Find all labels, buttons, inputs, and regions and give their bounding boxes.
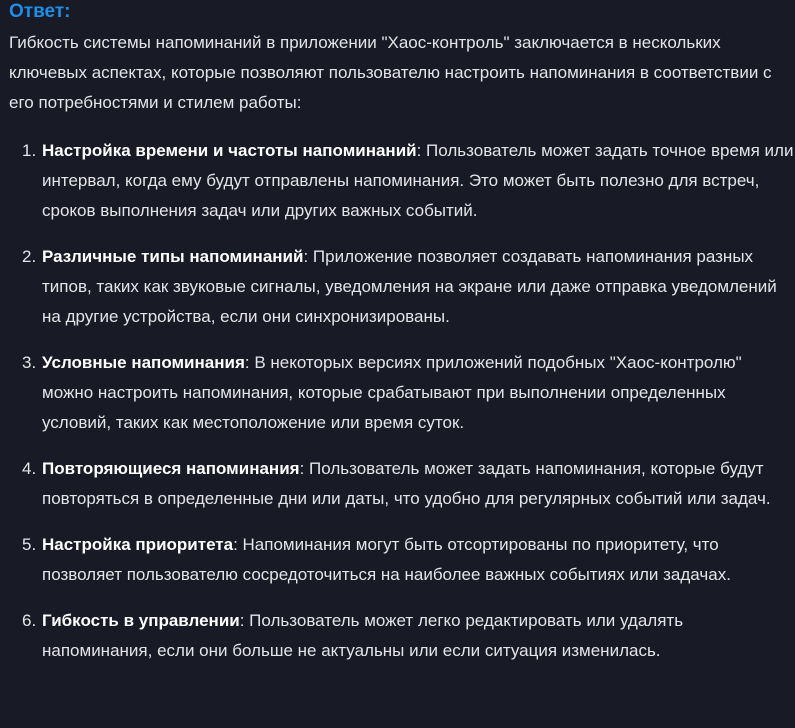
item-number: 2. — [22, 247, 37, 266]
item-text: : Пользователь может задать точное время или интервал, когда ему будут отправлены напоминания. Это может быть полезно для встреч, сроков выполнения задач или других важных событий. — [42, 141, 794, 220]
item-title: Гибкость в управлении — [42, 611, 240, 630]
item-number: 5. — [22, 535, 37, 554]
list-item — [9, 136, 795, 226]
answer-intro: Гибкость системы напоминаний в приложении "Хаос-контроль" заключается в нескольких ключевых аспектах, которые позволяют пользователю настроить напоминания в соответствии с его потребностями и стилем работы: — [9, 33, 772, 112]
item-title: Настройка времени и частоты напоминаний — [42, 141, 417, 160]
item-number: 4. — [22, 459, 37, 478]
item-title: Различные типы напоминаний — [42, 247, 304, 266]
answer-heading: Ответ: — [9, 1, 71, 22]
list-item — [9, 454, 795, 514]
list-item — [9, 530, 795, 590]
list-item — [9, 242, 795, 332]
item-title: Настройка приоритета — [42, 535, 234, 554]
item-text: : Пользователь может задать напоминания, которые будут повторяться в определенные дни или даты, что удобно для регулярных событий или задач. — [42, 459, 771, 508]
item-text: : Напоминания могут быть отсортированы по приоритету, что позволяет пользователю сосредоточиться на наиболее важных событиях или задачах. — [42, 535, 731, 584]
item-number: 3. — [22, 353, 37, 372]
item-title: Повторяющиеся напоминания — [42, 459, 300, 478]
aspects-list — [9, 136, 795, 666]
item-number: 1. — [22, 141, 37, 160]
item-text: : В некоторых версиях приложений подобных "Хаос-контролю" можно настроить напоминания, которые срабатывают при выполнении определенных условий, таких как местоположение или время суток. — [42, 353, 742, 432]
item-title: Условные напоминания — [42, 353, 245, 372]
list-item — [9, 606, 795, 666]
list-item — [9, 348, 795, 438]
item-number: 6. — [22, 611, 37, 630]
item-text: : Пользователь может легко редактировать или удалять напоминания, если они больше не актуальны или если ситуация изменилась. — [42, 611, 684, 660]
item-text: : Приложение позволяет создавать напоминания разных типов, таких как звуковые сигналы, уведомления на экране или даже отправка уведомлений на другие устройства, если они синхронизированы. — [42, 247, 777, 326]
